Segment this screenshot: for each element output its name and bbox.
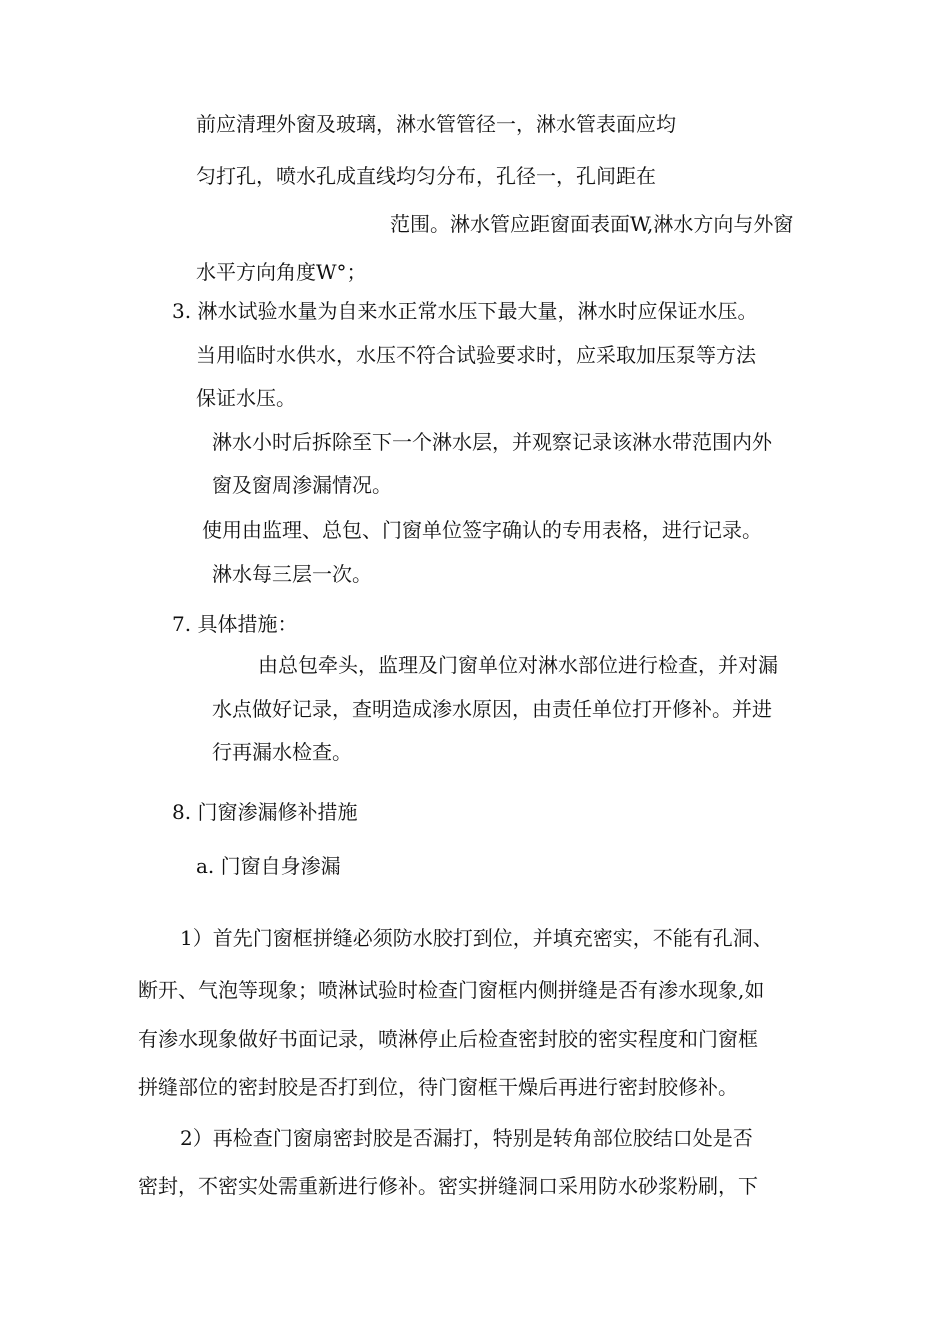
text-line: 密封，不密实处需重新进行修补。密实拼缝洞口采用防水砂浆粉刷，下 xyxy=(138,1174,758,1198)
text-line: 使用由监理、总包、门窗单位签字确认的专用表格，进行记录。 xyxy=(202,518,762,542)
text-line: 淋水小时后拆除至下一个淋水层，并观察记录该淋水带范围内外 xyxy=(212,430,772,454)
list-item-3: 3. 淋水试验水量为自来水正常水压下最大量，淋水时应保证水压。 xyxy=(172,299,758,323)
text-line: 有渗水现象做好书面记录，喷淋停止后检查密封胶的密实程度和门窗框 xyxy=(138,1027,758,1051)
text-line: 淋水每三层一次。 xyxy=(212,562,372,586)
text-line: 由总包牵头，监理及门窗单位对淋水部位进行检查，并对漏 xyxy=(258,653,778,677)
section-heading-7: 7. 具体措施： xyxy=(172,612,298,636)
text-line: 范围。淋水管应距窗面表面W,淋水方向与外窗 xyxy=(390,212,794,236)
text-line: 前应清理外窗及玻璃，淋水管管径一，淋水管表面应均 xyxy=(196,112,676,136)
section-heading-8: 8. 门窗渗漏修补措施 xyxy=(172,800,358,824)
text-line: 当用临时水供水，水压不符合试验要求时，应采取加压泵等方法 xyxy=(196,343,756,367)
text-line: 匀打孔，喷水孔成直线均匀分布，孔径一，孔间距在 xyxy=(196,164,656,188)
text-line: 2）再检查门窗扇密封胶是否漏打，特别是转角部位胶结口处是否 xyxy=(180,1126,753,1150)
text-line: 窗及窗周渗漏情况。 xyxy=(212,473,392,497)
text-line: 断开、气泡等现象；喷淋试验时检查门窗框内侧拼缝是否有渗水现象,如 xyxy=(138,978,765,1002)
text-line: 1）首先门窗框拼缝必须防水胶打到位，并填充密实，不能有孔洞、 xyxy=(180,926,773,950)
text-line: 保证水压。 xyxy=(196,386,296,410)
text-line: 拼缝部位的密封胶是否打到位，待门窗框干燥后再进行密封胶修补。 xyxy=(138,1075,738,1099)
text-line: 水平方向角度W°； xyxy=(196,260,367,284)
subheading-a: a. 门窗自身渗漏 xyxy=(196,854,341,878)
text-line: 水点做好记录，查明造成渗水原因，由责任单位打开修补。并进 xyxy=(212,697,772,721)
text-line: 行再漏水检查。 xyxy=(212,740,352,764)
